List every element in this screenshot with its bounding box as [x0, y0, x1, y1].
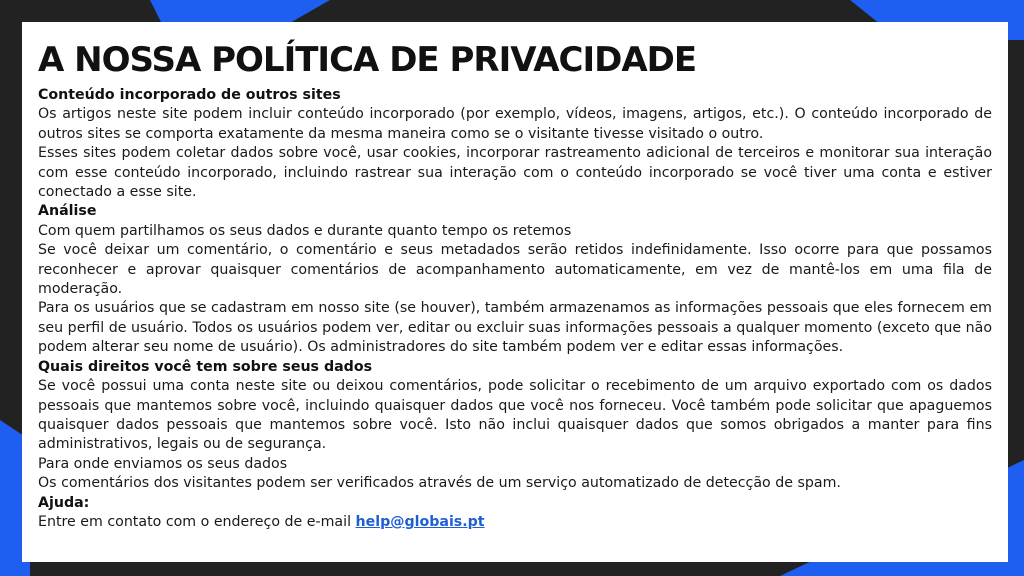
- data-destination-paragraph: Os comentários dos visitantes podem ser verificados através de um serviço automatizado de detecção de spam.: [38, 475, 841, 492]
- embedded-content-paragraph-2: Esses sites podem coletar dados sobre você, usar cookies, incorporar rastreamento adicional de terceiros e monitorar sua interação com esse conteúdo incorporado, incluindo rastrear sua interação com o conteúdo incorporado se você tiver uma conta e estiver conectado a esse site.: [38, 145, 992, 201]
- data-sharing-subheading: Com quem partilhamos os seus dados e durante quanto tempo os retemos: [38, 222, 572, 239]
- help-heading: Ajuda:: [38, 494, 90, 511]
- rights-heading: Quais direitos você tem sobre seus dados: [38, 358, 373, 375]
- data-destination-subheading: Para onde enviamos os seus dados: [38, 455, 288, 472]
- page-title: A NOSSA POLÍTICA DE PRIVACIDADE: [38, 40, 697, 80]
- embedded-content-heading: Conteúdo incorporado de outros sites: [38, 87, 341, 103]
- help-email-link[interactable]: help@globais.pt: [355, 513, 485, 530]
- embedded-content-paragraph-1: Os artigos neste site podem incluir conteúdo incorporado (por exemplo, vídeos, imagens, artigos, etc.). O conteúdo incorporado de outros sites se comporta exatamente da mesma maneira como se o visitante tivesse visitado o outro.: [38, 106, 992, 142]
- help-text: Entre em contato com o endereço de e-mail: [38, 513, 356, 530]
- content-panel: [22, 22, 1008, 562]
- rights-paragraph: Se você possui uma conta neste site ou deixou comentários, pode solicitar o recebimento de um arquivo exportado com os dados pessoais que mantemos sobre você, incluindo quaisquer dados que você nos forneceu. Você também pode solicitar que apaguemos quaisquer dados pessoais que mantemos sobre você. Isto não inclui quaisquer dados que somos obrigados a manter para fins administrativos, legais ou de segurança.: [38, 378, 992, 453]
- help-line: [38, 513, 992, 532]
- data-sharing-paragraph-1: Se você deixar um comentário, o comentário e seus metadados serão retidos indefinidamente. Isso ocorre para que possamos reconhecer e aprovar quaisquer comentários de acompanhamento automaticamente, em vez de mantê-los em uma fila de moderação.: [38, 242, 992, 298]
- data-sharing-paragraph-2: Para os usuários que se cadastram em nosso site (se houver), também armazenamos as informações pessoais que eles fornecem em seu perfil de usuário. Todos os usuários podem ver, editar ou excluir suas informações pessoais a qualquer momento (exceto que não podem alterar seu nome de usuário). Os administradores do site também podem ver e editar essas informações.: [38, 300, 992, 356]
- analysis-heading: Análise: [38, 203, 97, 220]
- policy-content: [38, 86, 992, 532]
